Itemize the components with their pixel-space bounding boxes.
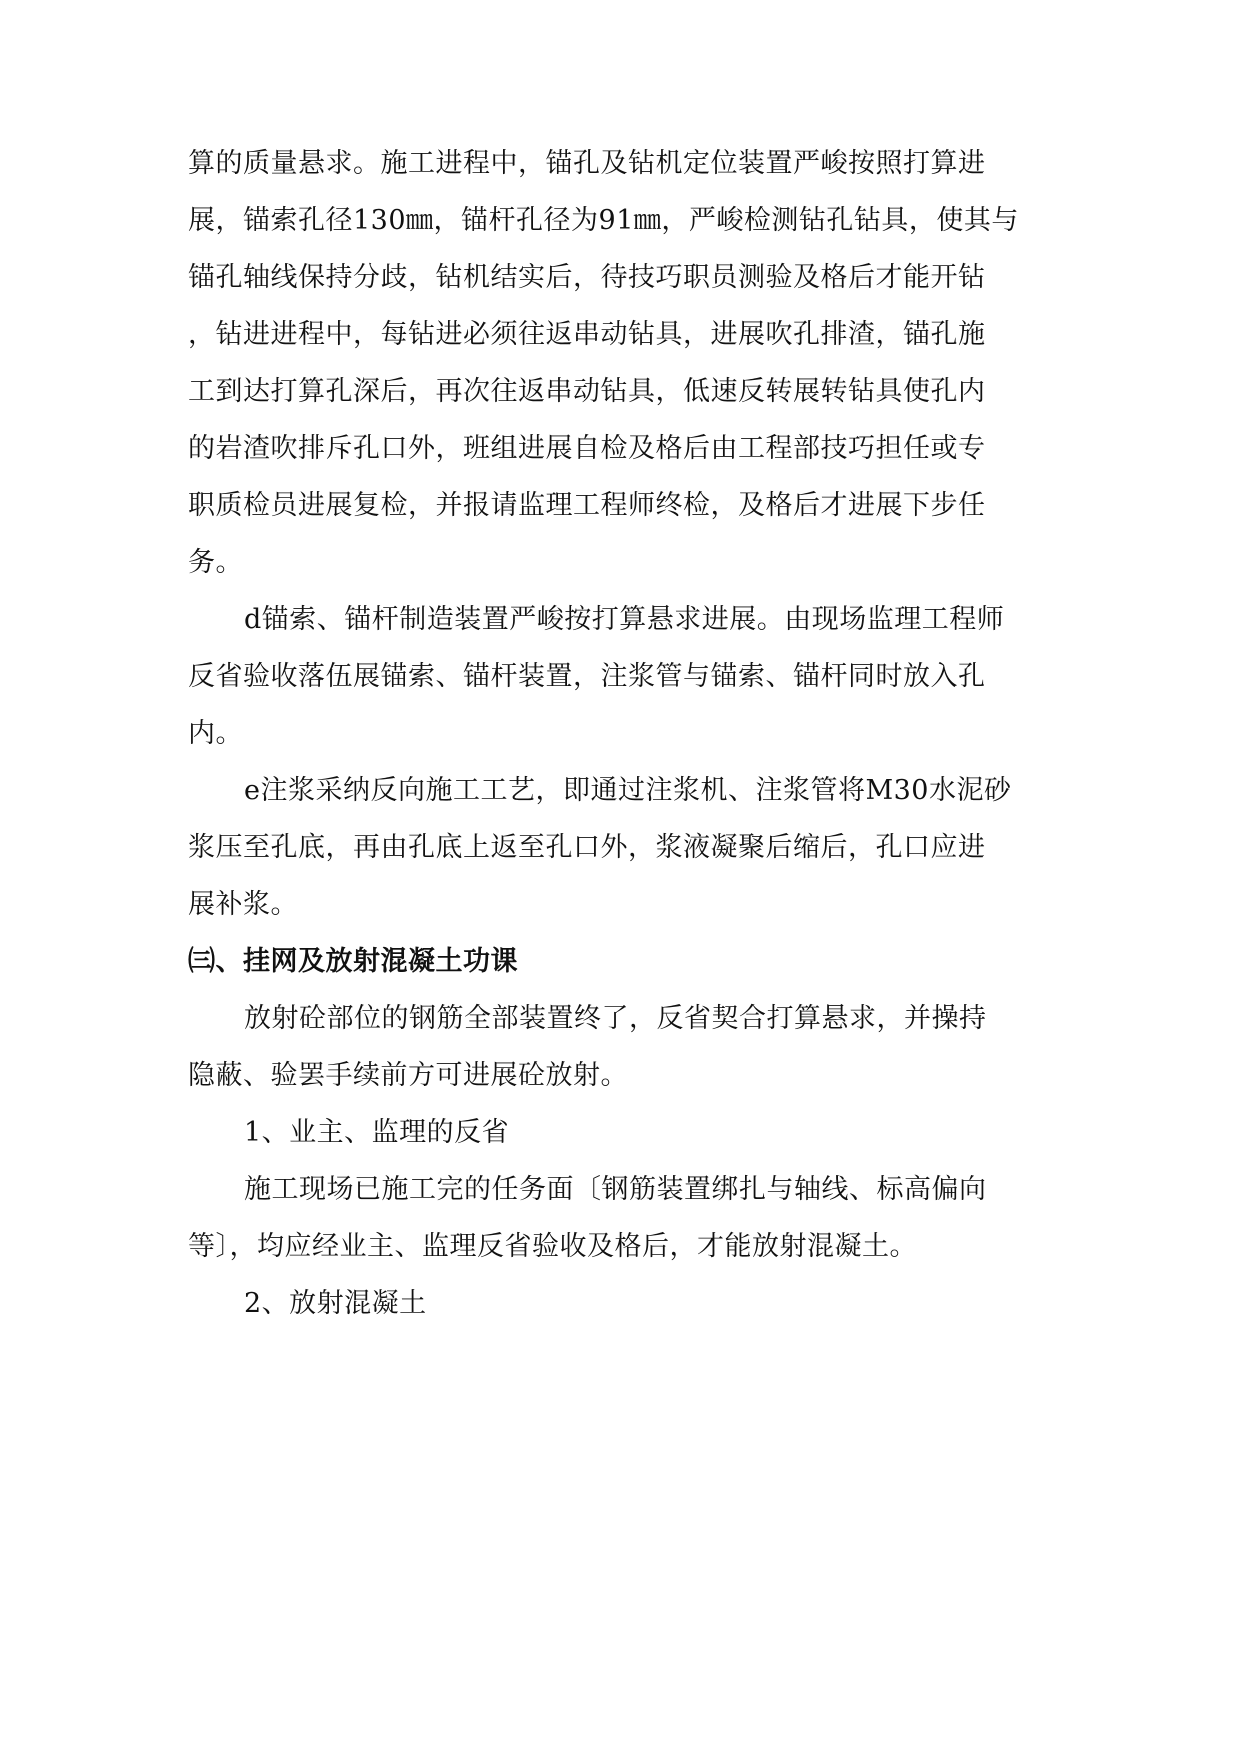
paragraph-first-line: d锚索、锚杆制造装置严峻按打算悬求进展。由现场监理工程师 <box>244 604 1005 635</box>
paragraph-first-line: 放射砼部位的钢筋全部装置终了，反省契合打算悬求，并操持 <box>244 1003 987 1034</box>
body-text-line: ，钻进进程中，每钻进必须往返串动钻具，进展吹孔排渣，锚孔施 <box>188 319 986 350</box>
body-text-line: 算的质量悬求。施工进程中，锚孔及钻机定位装置严峻按照打算进 <box>188 148 986 179</box>
body-text-line: 职质检员进展复检，并报请监理工程师终检，及格后才进展下步任 <box>188 490 986 521</box>
body-text-line: 锚孔轴线保持分歧，钻机结实后，待技巧职员测验及格后才能开钻 <box>188 262 986 293</box>
section-heading: ㈢、挂网及放射混凝土功课 <box>188 946 518 977</box>
body-text-line: 浆压至孔底，再由孔底上返至孔口外，浆液凝聚后缩后，孔口应进 <box>188 832 986 863</box>
body-text-line: 展，锚索孔径130㎜，锚杆孔径为91㎜，严峻检测钻孔钻具，使其与 <box>188 205 1019 236</box>
body-text-line: 展补浆。 <box>188 889 298 920</box>
body-text-line: 内。 <box>188 718 243 749</box>
body-text-line: 务。 <box>188 547 243 578</box>
body-text-line: 等〕，均应经业主、监理反省验收及格后，才能放射混凝土。 <box>188 1231 917 1262</box>
paragraph-first-line: 施工现场已施工完的任务面〔钢筋装置绑扎与轴线、标高偏向 <box>244 1174 987 1205</box>
body-text-line: 的岩渣吹排斥孔口外，班组进展自检及格后由工程部技巧担任或专 <box>188 433 986 464</box>
subheading-line: 2、放射混凝土 <box>244 1288 427 1319</box>
body-text-line: 反省验收落伍展锚索、锚杆装置，注浆管与锚索、锚杆同时放入孔 <box>188 661 986 692</box>
body-text-line: 隐蔽、验罢手续前方可进展砼放射。 <box>188 1060 628 1091</box>
body-text-line: 工到达打算孔深后，再次往返串动钻具，低速反转展转钻具使孔内 <box>188 376 986 407</box>
subheading-line: 1、业主、监理的反省 <box>244 1117 510 1148</box>
paragraph-first-line: e注浆采纳反向施工工艺，即通过注浆机、注浆管将M30水泥砂 <box>244 775 1012 806</box>
